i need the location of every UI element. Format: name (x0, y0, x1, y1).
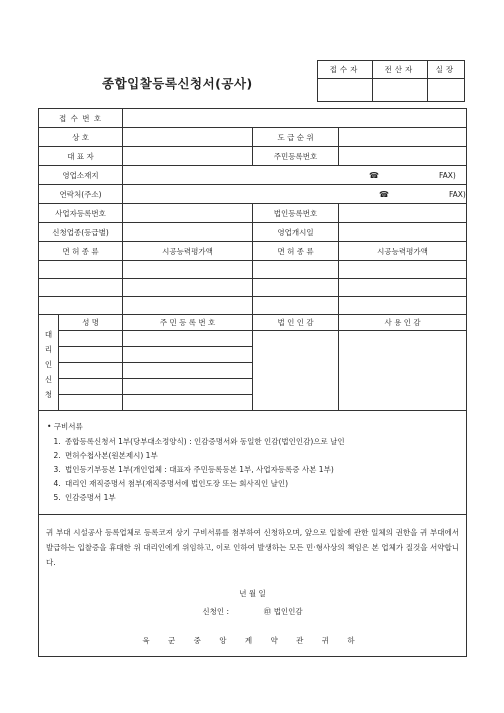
document-item: 4. 대리인 재직증명서 첨부(재직증명서에 법인도장 또는 회사직인 날인) (63, 478, 460, 489)
license-capacity-header: 시공능력평가액 (123, 242, 253, 261)
license-capacity-field[interactable] (339, 261, 467, 279)
agent-resident-no-field[interactable] (123, 363, 253, 379)
contact-address-label: 연락처(주소) (39, 185, 123, 204)
work-type-label: 신청업종(등급별) (39, 223, 123, 242)
approval-stamp-box (317, 60, 465, 102)
license-type-field[interactable] (253, 297, 339, 315)
office-fax-label: FAX) (438, 170, 456, 180)
agent-side-label (39, 315, 59, 411)
license-capacity-field[interactable] (123, 297, 253, 315)
phone-icon: ☎ (379, 189, 389, 199)
license-type-field[interactable] (253, 261, 339, 279)
office-address-field[interactable] (123, 166, 467, 185)
license-capacity-field[interactable] (339, 279, 467, 297)
agent-resident-no-field[interactable] (123, 347, 253, 363)
applicant-line (46, 606, 459, 617)
agent-resident-no-field[interactable] (123, 331, 253, 347)
license-type-field[interactable] (39, 279, 123, 297)
document-item: 5. 인감증명서 1부 (63, 492, 460, 503)
document-item: 3. 법인등기부등본 1부(개인업체 : 대표자 주민등록등본 1부, 사업자등록증 사본 1부) (63, 464, 460, 475)
corp-seal-label: 법인인감 (273, 607, 303, 616)
agent-name-field[interactable] (59, 347, 123, 363)
agent-resident-no-header: 주 민 등 록 번 호 (123, 315, 253, 331)
agent-use-seal-field[interactable] (339, 331, 467, 411)
agent-resident-no-field[interactable] (123, 395, 253, 411)
receipt-no-field[interactable] (123, 109, 467, 128)
representative-label: 대 표 자 (39, 147, 123, 166)
recipient-line: 육 군 중 앙 계 약 관 귀 하 (142, 636, 363, 645)
pledge-section (39, 515, 467, 657)
receipt-no-label: 접 수 번 호 (39, 109, 123, 128)
license-type-header: 면 허 종 류 (39, 242, 123, 261)
stamp-cell-computer[interactable] (372, 79, 427, 102)
resident-no-field[interactable] (339, 147, 467, 166)
agent-name-field[interactable] (59, 331, 123, 347)
agent-resident-no-field[interactable] (123, 379, 253, 395)
license-capacity-field[interactable] (123, 279, 253, 297)
office-address-label: 영업소재지 (39, 166, 123, 185)
agent-name-field[interactable] (59, 363, 123, 379)
license-type-field[interactable] (39, 261, 123, 279)
grade-rank-field[interactable] (339, 128, 467, 147)
resident-no-label: 주민등록번호 (253, 147, 339, 166)
document-item: 2. 면허수첩사본(원본제시) 1부 (63, 450, 460, 461)
agent-side-label-text: 대리인신청 (44, 330, 53, 399)
contact-fax-label: FAX) (448, 189, 466, 199)
business-start-field[interactable] (339, 223, 467, 242)
business-reg-no-label: 사업자등록번호 (39, 204, 123, 223)
agent-use-seal-header: 사 용 인 감 (339, 315, 467, 331)
signature-block (46, 588, 459, 617)
agent-corp-seal-header: 법 인 인 감 (253, 315, 339, 331)
representative-field[interactable] (123, 147, 253, 166)
stamp-cell-receiver[interactable] (318, 79, 373, 102)
phone-icon: ☎ (369, 170, 379, 180)
corp-reg-no-label: 법인등록번호 (253, 204, 339, 223)
seal-icon: ㊞ (263, 607, 272, 616)
required-documents-heading: • 구비서류 (47, 422, 83, 431)
business-start-label: 영업개시일 (253, 223, 339, 242)
license-capacity-field[interactable] (123, 261, 253, 279)
required-documents-list (63, 436, 460, 503)
license-type-field[interactable] (253, 279, 339, 297)
license-type-header-2: 면 허 종 류 (253, 242, 339, 261)
license-capacity-field[interactable] (339, 297, 467, 315)
date-line: 년 월 일 (239, 589, 266, 598)
applicant-label: 신청인 : (202, 607, 230, 616)
trade-name-label: 상 호 (39, 128, 123, 147)
corp-reg-no-field[interactable] (339, 204, 467, 223)
license-capacity-header-2: 시공능력평가액 (339, 242, 467, 261)
stamp-header-receiver: 접수자 (318, 61, 373, 79)
stamp-cell-director[interactable] (427, 79, 464, 102)
contact-address-field[interactable] (123, 185, 467, 204)
page-title: 종합입찰등록신청서(공사) (102, 76, 253, 91)
required-documents (39, 411, 467, 515)
license-type-field[interactable] (39, 297, 123, 315)
agent-corp-seal-field[interactable] (253, 331, 339, 411)
stamp-header-director: 실장 (427, 61, 464, 79)
agent-name-field[interactable] (59, 379, 123, 395)
document-item: 1. 종합등록신청서 1부(당부대소정양식) : 인감증명서와 동일한 인감(법인인감)으로 날인 (63, 436, 460, 447)
business-reg-no-field[interactable] (123, 204, 253, 223)
work-type-field[interactable] (123, 223, 253, 242)
agent-name-header: 성 명 (59, 315, 123, 331)
pledge-text: 귀 부대 시설공사 등록업체로 등록코져 상기 구비서류를 첨부하여 신청하오며, 앞으로 입찰에 관한 일체의 권한을 귀 부대에서 발급하는 입찰증을 휴대한 위 대리인에게 위임하고, 이로 인하여 발생하는 모든 민·형사상의 책임은 본 업체가 질것을 서약합니다. (46, 528, 460, 567)
application-form (38, 108, 467, 657)
agent-name-field[interactable] (59, 395, 123, 411)
grade-rank-label: 도 급 순 위 (253, 128, 339, 147)
stamp-header-computer: 전산자 (372, 61, 427, 79)
trade-name-field[interactable] (123, 128, 253, 147)
